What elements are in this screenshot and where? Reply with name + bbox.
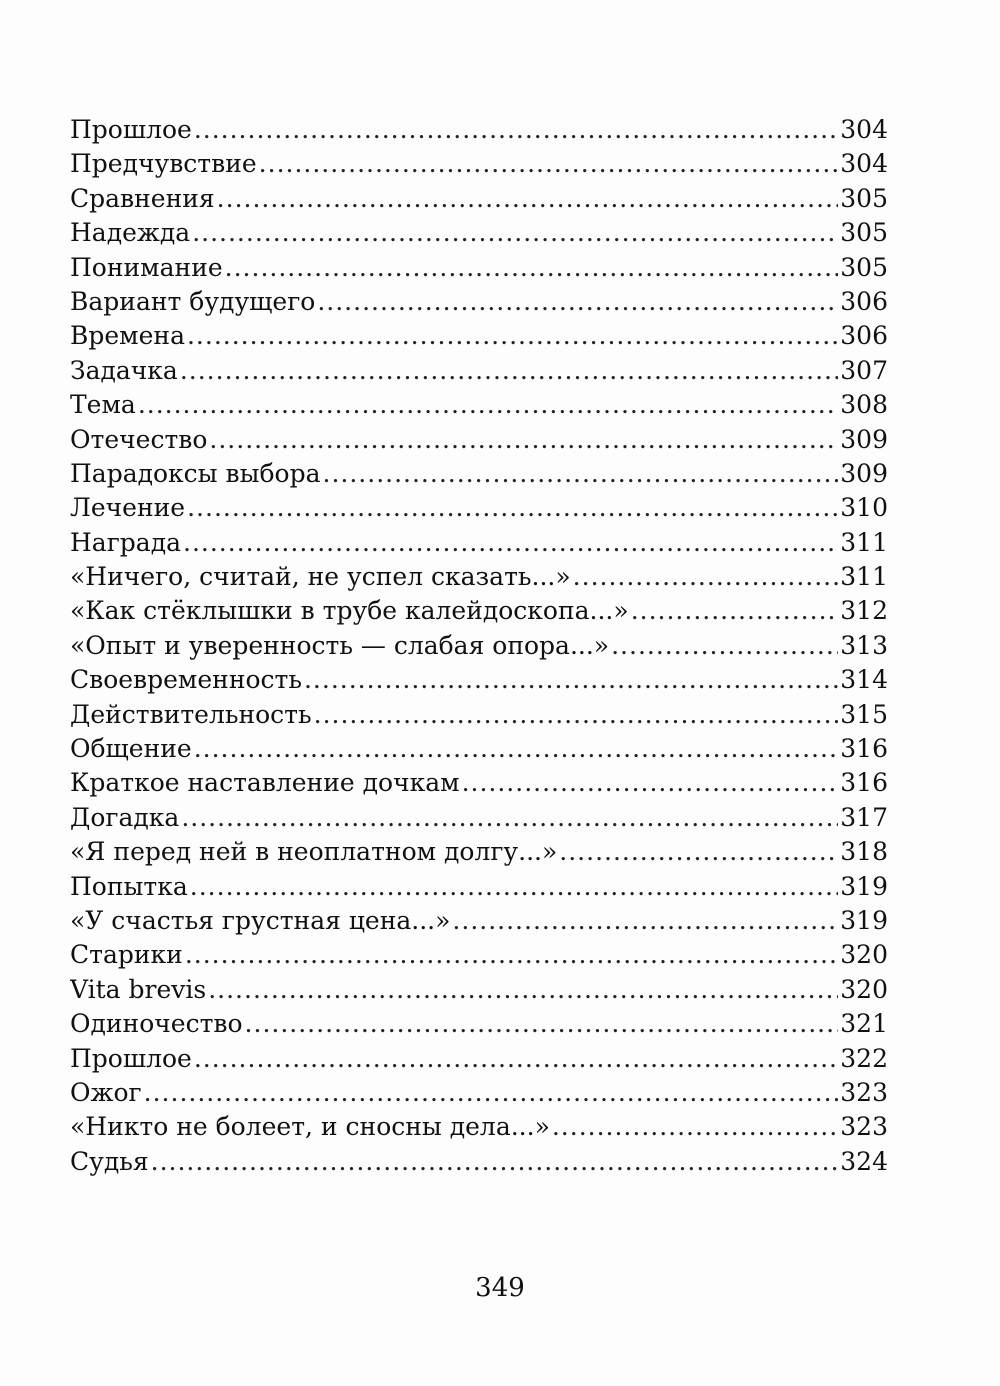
toc-dot-leader xyxy=(144,1076,839,1110)
toc-dot-leader xyxy=(183,526,838,560)
toc-entry-page: 309 xyxy=(840,458,888,488)
toc-entry-page: 319 xyxy=(840,905,888,935)
toc-dot-leader xyxy=(259,147,839,181)
toc-entry xyxy=(70,835,888,869)
toc-dot-leader xyxy=(317,285,838,319)
toc-entry-page: 320 xyxy=(840,940,888,970)
toc-dot-leader xyxy=(209,423,838,457)
toc-entry-title: Ожог xyxy=(70,1077,142,1107)
table-of-contents xyxy=(70,113,888,1179)
toc-dot-leader xyxy=(573,560,839,594)
toc-entry xyxy=(70,732,888,766)
toc-dot-leader xyxy=(185,938,838,972)
toc-entry xyxy=(70,182,888,216)
toc-dot-leader xyxy=(194,732,839,766)
toc-dot-leader xyxy=(559,835,838,869)
toc-dot-leader xyxy=(631,594,839,628)
toc-entry-page: 309 xyxy=(840,424,888,454)
toc-dot-leader xyxy=(192,216,838,250)
toc-entry-page: 307 xyxy=(840,355,888,385)
toc-entry-page: 323 xyxy=(840,1112,888,1142)
toc-entry-page: 316 xyxy=(840,768,888,798)
toc-entry xyxy=(70,388,888,422)
toc-dot-leader xyxy=(304,663,838,697)
toc-entry-title: «Никто не болеет, и сносны дела...» xyxy=(70,1112,550,1142)
toc-dot-leader xyxy=(225,251,839,285)
toc-entry xyxy=(70,147,888,181)
toc-entry-title: Одиночество xyxy=(70,1009,243,1039)
toc-entry xyxy=(70,594,888,628)
toc-entry-title: Своевременность xyxy=(70,665,302,695)
toc-entry xyxy=(70,1145,888,1179)
toc-entry-page: 316 xyxy=(840,734,888,764)
toc-dot-leader xyxy=(151,1145,839,1179)
toc-entry-title: «Я перед ней в неоплатном долгу...» xyxy=(70,837,558,867)
toc-dot-leader xyxy=(190,870,839,904)
toc-entry xyxy=(70,251,888,285)
toc-entry-title: Вариант будущего xyxy=(70,286,316,316)
toc-entry-page: 324 xyxy=(840,1146,888,1176)
toc-entry-page: 320 xyxy=(840,974,888,1004)
toc-entry-page: 305 xyxy=(840,218,888,248)
toc-entry-title: Прошлое xyxy=(70,115,192,144)
toc-entry xyxy=(70,526,888,560)
toc-entry-title: Краткое наставление дочкам xyxy=(70,768,460,798)
toc-entry xyxy=(70,1076,888,1110)
toc-entry xyxy=(70,801,888,835)
toc-entry-title: Надежда xyxy=(70,218,191,248)
toc-entry-title: Тема xyxy=(70,390,136,420)
toc-entry-page: 305 xyxy=(840,252,888,282)
toc-entry-title: Vita brevis xyxy=(70,974,207,1004)
toc-entry xyxy=(70,629,888,663)
toc-dot-leader xyxy=(452,904,838,938)
toc-entry-title: Понимание xyxy=(70,252,223,282)
toc-dot-leader xyxy=(187,319,838,353)
toc-entry xyxy=(70,904,888,938)
toc-entry-title: Парадоксы выбора xyxy=(70,458,321,488)
toc-entry-page: 311 xyxy=(840,527,888,557)
toc-entry-title: Награда xyxy=(70,527,182,557)
toc-entry xyxy=(70,216,888,250)
toc-entry-page: 318 xyxy=(840,837,888,867)
toc-entry-title: Действительность xyxy=(70,699,312,729)
toc-dot-leader xyxy=(138,388,838,422)
toc-entry-title: Времена xyxy=(70,321,185,351)
toc-entry xyxy=(70,698,888,732)
toc-entry-page: 323 xyxy=(840,1077,888,1107)
toc-entry xyxy=(70,1007,888,1041)
toc-dot-leader xyxy=(208,973,838,1007)
toc-dot-leader xyxy=(323,457,839,491)
toc-entry xyxy=(70,766,888,800)
toc-entry-title: Задачка xyxy=(70,355,178,385)
toc-entry xyxy=(70,938,888,972)
toc-entry-title: Старики xyxy=(70,940,183,970)
toc-entry-page: 306 xyxy=(840,286,888,316)
toc-entry-page: 317 xyxy=(840,802,888,832)
toc-dot-leader xyxy=(611,629,838,663)
toc-entry-title: «У счастья грустная цена...» xyxy=(70,905,451,935)
toc-entry-title: Сравнения xyxy=(70,183,215,213)
toc-entry-page: 304 xyxy=(840,149,888,179)
toc-dot-leader xyxy=(314,698,839,732)
toc-entry-page: 313 xyxy=(840,630,888,660)
toc-entry xyxy=(70,560,888,594)
toc-entry-title: Предчувствие xyxy=(70,149,257,179)
toc-entry xyxy=(70,1042,888,1076)
toc-dot-leader xyxy=(552,1110,838,1144)
toc-dot-leader xyxy=(180,354,838,388)
toc-entry xyxy=(70,423,888,457)
toc-entry-page: 315 xyxy=(840,699,888,729)
toc-entry-page: 322 xyxy=(840,1043,888,1073)
toc-entry-page: 310 xyxy=(840,493,888,523)
toc-entry-title: Догадка xyxy=(70,802,180,832)
toc-dot-leader xyxy=(194,113,838,147)
toc-entry-title: Судья xyxy=(70,1146,149,1176)
toc-entry xyxy=(70,319,888,353)
page-number: 349 xyxy=(475,1273,525,1303)
toc-entry xyxy=(70,113,888,147)
toc-entry-page: 321 xyxy=(840,1009,888,1039)
toc-entry-title: «Ничего, считай, не успел сказать...» xyxy=(70,562,571,592)
toc-entry xyxy=(70,457,888,491)
toc-entry-title: Попытка xyxy=(70,871,188,901)
toc-entry-page: 311 xyxy=(840,562,888,592)
toc-dot-leader xyxy=(217,182,839,216)
toc-dot-leader xyxy=(462,766,839,800)
toc-entry xyxy=(70,1110,888,1144)
toc-entry-page: 319 xyxy=(840,871,888,901)
toc-entry-title: Прошлое xyxy=(70,1043,192,1073)
toc-entry-title: Общение xyxy=(70,734,192,764)
toc-entry-title: «Опыт и уверенность — слабая опора...» xyxy=(70,630,610,660)
toc-entry-title: Отечество xyxy=(70,424,208,454)
toc-entry-page: 314 xyxy=(840,665,888,695)
toc-entry xyxy=(70,354,888,388)
toc-entry-page: 312 xyxy=(840,596,888,626)
toc-entry-page: 304 xyxy=(840,115,888,144)
toc-entry xyxy=(70,663,888,697)
toc-entry-title: «Как стёклышки в трубе калейдоскопа...» xyxy=(70,596,629,626)
toc-entry-page: 305 xyxy=(840,183,888,213)
toc-entry-page: 308 xyxy=(840,390,888,420)
toc-entry xyxy=(70,870,888,904)
toc-entry-page: 306 xyxy=(840,321,888,351)
toc-entry-title: Лечение xyxy=(70,493,186,523)
toc-dot-leader xyxy=(187,491,838,525)
toc-dot-leader xyxy=(181,801,838,835)
toc-dot-leader xyxy=(194,1042,838,1076)
toc-entry xyxy=(70,285,888,319)
toc-dot-leader xyxy=(245,1007,839,1041)
toc-entry xyxy=(70,973,888,1007)
toc-entry xyxy=(70,491,888,525)
